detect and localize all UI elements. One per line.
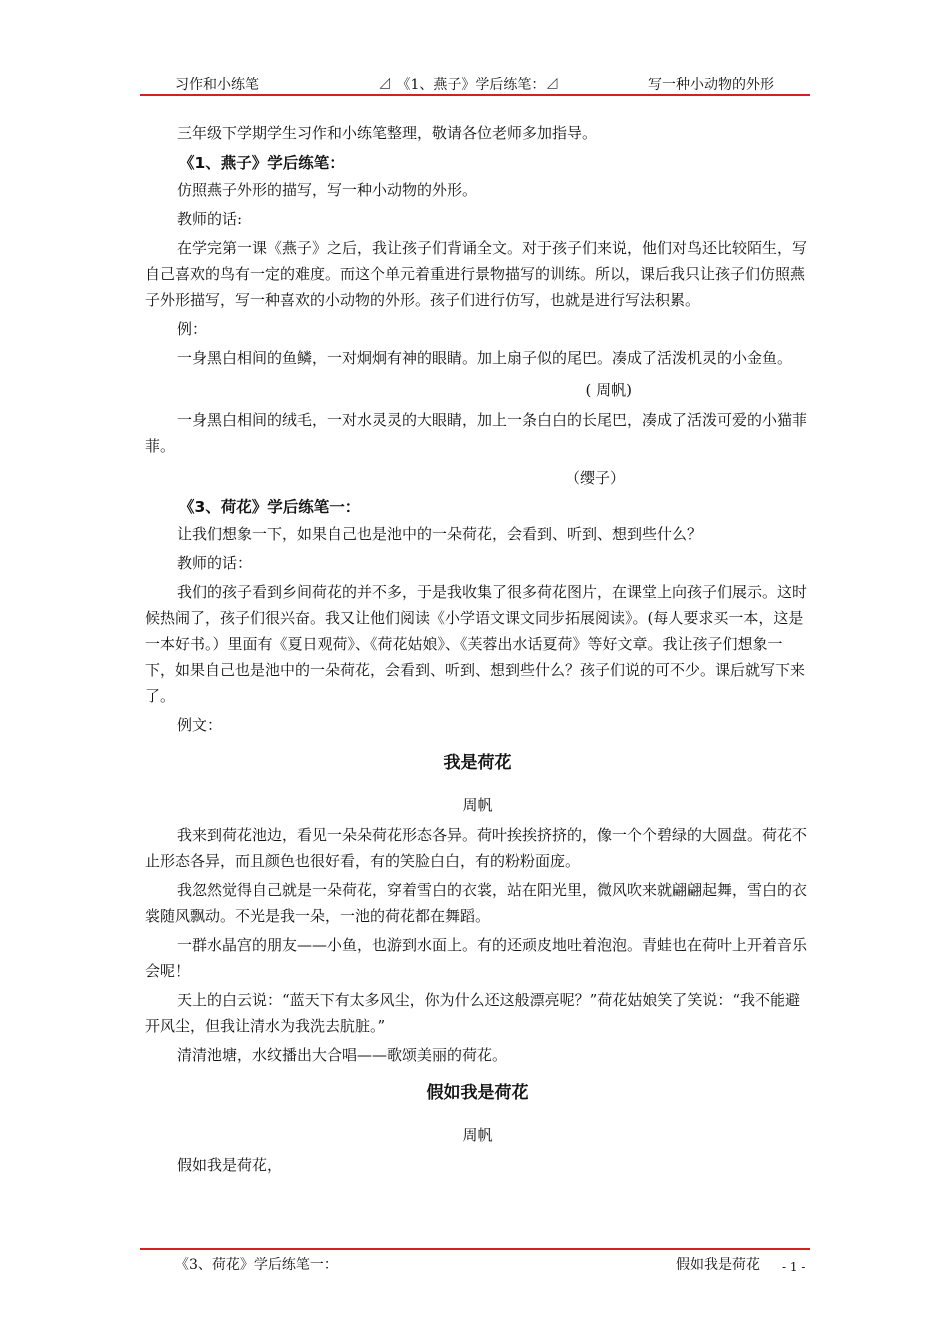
- essay2-first-line: 假如我是荷花，: [177, 1156, 283, 1174]
- example1-author: ( 周帆): [585, 381, 632, 399]
- essay1-paragraph: 我来到荷花池边，看见一朵朵荷花形态各异。荷叶挨挨挤挤的，像一个个碧绿的大圆盘。荷花不止形态各异，而且颜色也很好看，有的笑脸白白，有的粉粉面庞。: [145, 826, 808, 870]
- essay1-paragraph: 天上的白云说：“蓝天下有太多风尘，你为什么还这般漂亮呢？”荷花姑娘笑了笑说：“我不能避开风尘，但我让清水为我洗去肮脏。”: [145, 991, 801, 1035]
- essay2-author: 周帆: [462, 1126, 493, 1144]
- example1-text: 一身黑白相间的鱼鳞，一对炯炯有神的眼睛。加上扇子似的尾巴。凑成了活泼机灵的小金鱼。: [177, 349, 793, 367]
- section3-example-label: 例文：: [177, 716, 223, 734]
- essay2-title: 假如我是荷花: [426, 1083, 529, 1103]
- intro: 三年级下学期学生习作和小练笔整理，敬请各位老师多加指导。: [177, 124, 598, 142]
- section1-example-label: 例：: [177, 320, 208, 338]
- section3-heading: 《3、荷花》学后练笔一：: [179, 498, 361, 516]
- header-rule: [140, 94, 810, 96]
- section1-teacher-label: 教师的话:: [177, 210, 243, 228]
- section1-teacher-text: 在学完第一课《燕子》之后，我让孩子们背诵全文。对于孩子们来说，他们对鸟还比较陌生，写自己喜欢的鸟有一定的难度。而这个单元着重进行景物描写的训练。所以，课后我只让孩子们仿照燕子外形描写，写一种喜欢的小动物的外形。孩子们进行仿写，也就是进行写法积累。: [145, 239, 808, 309]
- section1-task: 仿照燕子外形的描写，写一种小动物的外形。: [177, 181, 478, 199]
- header-left: 习作和小练笔: [175, 77, 259, 93]
- essay1-paragraph: 一群水晶宫的朋友——小鱼，也游到水面上。有的还顽皮地吐着泡泡。青蛙也在荷叶上开着音乐会呢！: [145, 936, 808, 980]
- essay1-paragraph: 我忽然觉得自己就是一朵荷花，穿着雪白的衣裳，站在阳光里，微风吹来就翩翩起舞，雪白的衣裳随风飘动。不光是我一朵，一池的荷花都在舞蹈。: [145, 881, 808, 925]
- section3-teacher-text: 我们的孩子看到乡间荷花的并不多，于是我收集了很多荷花图片，在课堂上向孩子们展示。这时候热闹了，孩子们很兴奋。我又让他们阅读《小学语文课文同步拓展阅读》。(每人要求买一本，这是一本好书。）里面有《夏日观荷》、《荷花姑娘》、《芙蓉出水话夏荷》等好文章。我让孩子们想象一下，如果自己也是池中的一朵荷花，会看到、听到、想到些什么？孩子们说的可不少。课后就写下来了。: [145, 583, 808, 705]
- example2-author: （缨子）: [564, 469, 625, 487]
- footer-right: 假如我是荷花: [676, 1257, 760, 1273]
- essay1-author: 周帆: [462, 796, 493, 814]
- header-right: 写一种小动物的外形: [648, 77, 774, 93]
- page-number: - 1 -: [782, 1260, 806, 1274]
- document-body: [145, 120, 810, 1178]
- section1-heading: 《1、燕子》学后练笔：: [179, 154, 345, 172]
- footer-rule: [140, 1248, 810, 1250]
- section3-task: 让我们想象一下，如果自己也是池中的一朵荷花，会看到、听到、想到些什么？: [177, 525, 703, 543]
- example2-text: 一身黑白相间的绒毛，一对水灵灵的大眼睛，加上一条白白的长尾巴，凑成了活泼可爱的小猫菲菲。: [145, 411, 808, 455]
- section3-teacher-label: 教师的话：: [177, 554, 253, 572]
- essay1-paragraph: 清清池塘，水纹播出大合唱——歌颂美丽的荷花。: [177, 1046, 508, 1064]
- essay1-title: 我是荷花: [443, 753, 512, 773]
- footer-left: 《3、荷花》学后练笔一：: [175, 1257, 338, 1273]
- header-center: ⊿ 《1、燕子》学后练笔：⊿: [378, 77, 560, 93]
